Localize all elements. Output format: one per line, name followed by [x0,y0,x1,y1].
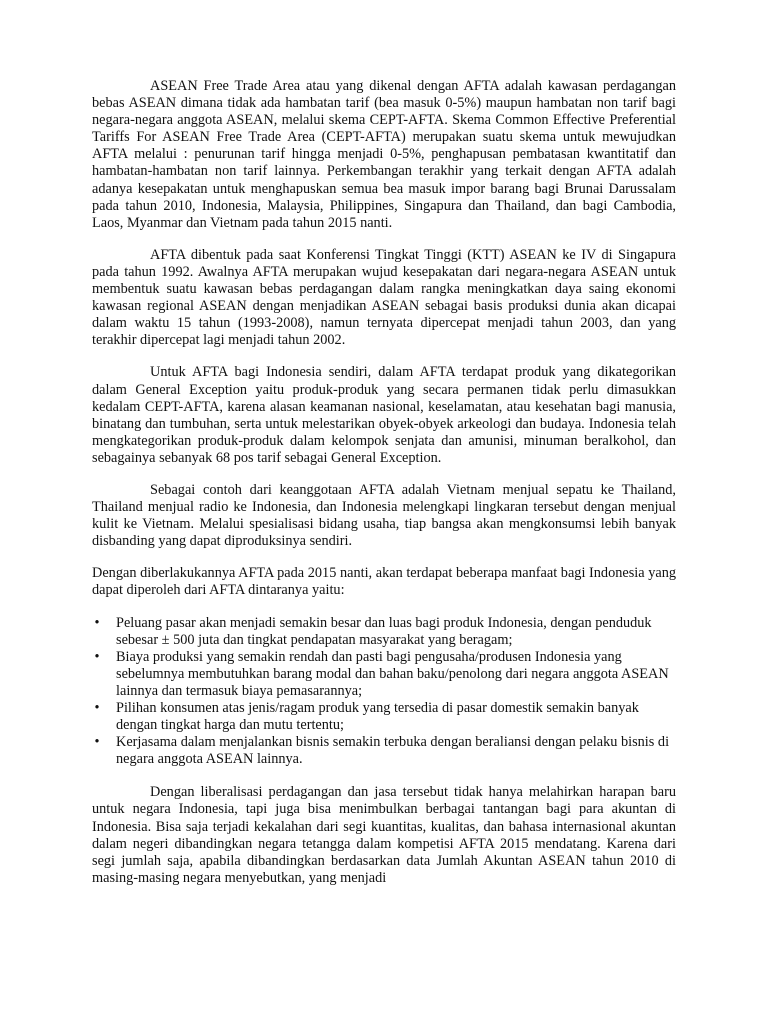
list-item [92,734,676,768]
list-item [92,649,676,700]
list-item-text: Pilihan konsumen atas jenis/ragam produk yang tersedia di pasar domestik semakin banyak dengan tingkat harga dan mutu tertentu; [116,700,639,734]
list-item-text: Kerjasama dalam menjalankan bisnis semakin terbuka dengan beraliansi dengan pelaku bisnis di negara anggota ASEAN lainnya. [116,734,670,768]
paragraph-closing: Dengan liberalisasi perdagangan dan jasa tersebut tidak hanya melahirkan harapan baru untuk negara Indonesia, tapi juga bisa menimbulkan berbagai tantangan bagi para akuntan di Indonesia. Bisa saja terjadi kekalahan dari segi kuantitas, kualitas, dan bahasa internasional akuntan dalam negeri dibandingkan negara tetangga dalam kompetisi AFTA 2015 mendatang. Karena dari segi jumlah saja, apabila dibandingkan berdasarkan data Jumlah Akuntan ASEAN tahun 2010 di masing-masing negara menyebutkan, yang menjadi [92,784,676,886]
paragraph-trade-example: Sebagai contoh dari keanggotaan AFTA adalah Vietnam menjual sepatu ke Thailand, Thailand menjual radio ke Indonesia, dan Indonesia melengkapi lingkaran tersebut dengan menjual kulit ke Vietnam. Melalui spesialisasi bidang usaha, tiap bangsa akan mengkonsumsi lebih banyak disbanding yang dapat diproduksinya sendiri. [92,481,676,550]
paragraph-general-exception: Untuk AFTA bagi Indonesia sendiri, dalam AFTA terdapat produk yang dikategorikan dalam General Exception yaitu produk-produk yang secara permanen tidak perlu dimasukkan kedalam CEPT-AFTA, karena alasan keamanan nasional, keselamatan, atau kesehatan bagi manusia, binatang dan tumbuhan, serta untuk melestarikan obyek-obyek arkeologi dan budaya. Indonesia telah mengkategorikan produk-produk dalam kelompok senjata dan amunisi, minuman beralkohol, dan sebagainya sebanyak 68 pos tarif sebagai General Exception. [92,364,676,466]
bullet-icon: • [94,734,100,751]
paragraph-benefits-lead-in: Dengan diberlakukannya AFTA pada 2015 nanti, akan terdapat beberapa manfaat bagi Indonesia yang dapat diperoleh dari AFTA dintaranya yaitu: [92,565,676,599]
bullet-icon: • [94,648,100,665]
bullet-icon: • [94,614,100,631]
list-item-text: Peluang pasar akan menjadi semakin besar dan luas bagi produk Indonesia, dengan penduduk sebesar ± 500 juta dan tingkat pendapatan masyarakat yang beragam; [116,614,652,648]
benefits-list [92,615,676,769]
paragraph-afta-definition: ASEAN Free Trade Area atau yang dikenal dengan AFTA adalah kawasan perdagangan bebas ASEAN dimana tidak ada hambatan tarif (bea masuk 0-5%) maupun hambatan non tarif bagi negara-negara anggota ASEAN, melalui skema CEPT-AFTA. Skema Common Effective Preferential Tariffs For ASEAN Free Trade Area (CEPT-AFTA) merupakan suatu skema untuk mewujudkan AFTA melalui : penurunan tarif hingga menjadi 0-5%, penghapusan pembatasan kwantitatif dan hambatan-hambatan non tarif lainnya. Perkembangan terakhir yang terkait dengan AFTA adalah adanya kesepakatan untuk menghapuskan semua bea masuk impor barang bagi Brunai Darussalam pada tahun 2010, Indonesia, Malaysia, Philippines, Singapura dan Thailand, dan bagi Cambodia, Laos, Myanmar dan Vietnam pada tahun 2015 nanti. [92,78,676,231]
list-item-text: Biaya produksi yang semakin rendah dan pasti bagi pengusaha/produsen Indonesia yang sebelumnya membutuhkan barang modal dan bahan baku/penolong dari negara anggota ASEAN lainnya dan termasuk biaya pemasarannya; [116,648,669,699]
list-item [92,700,676,734]
paragraph-afta-history: AFTA dibentuk pada saat Konferensi Tingkat Tinggi (KTT) ASEAN ke IV di Singapura pada tahun 1992. Awalnya AFTA merupakan wujud kesepakatan dari negara-negara ASEAN untuk membentuk suatu kawasan bebas perdagangan dalam rangka meningkatkan daya saing ekonomi kawasan regional ASEAN dengan menjadikan ASEAN sebagai basis produksi dunia akan dicapai dalam waktu 15 tahun (1993-2008), namun ternyata dipercepat menjadi tahun 2003, dan yang terakhir dipercepat lagi menjadi tahun 2002. [92,246,676,349]
bullet-icon: • [94,700,100,716]
document-page [92,78,676,902]
list-item [92,615,676,649]
